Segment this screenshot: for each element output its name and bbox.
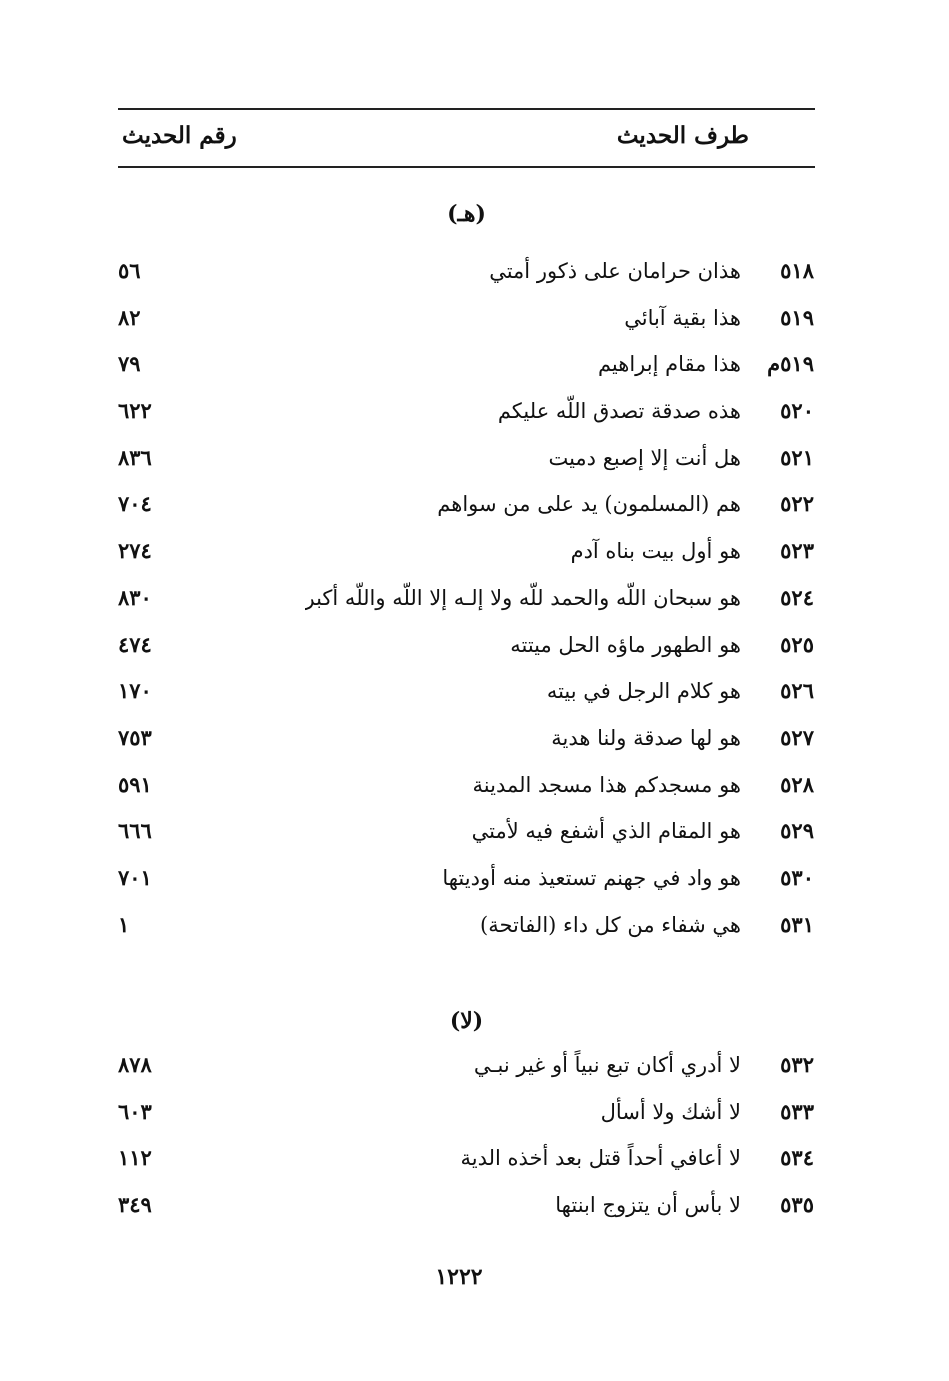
hadith-reference-number: ٧٥٣ <box>118 724 152 750</box>
entry-number: ٥٢٦ <box>780 678 814 704</box>
hadith-text: لا بأس أن يتزوج ابنتها <box>555 1193 741 1218</box>
index-row <box>0 528 949 575</box>
entry-number: ٥١٨ <box>780 258 814 283</box>
entry-number: ٥٢٠ <box>780 398 814 424</box>
hadith-text: لا أدري أكان تبع نبياً أو غير نبـي <box>473 1053 741 1077</box>
entry-number: ٥٢١ <box>780 444 814 470</box>
index-row <box>0 575 949 622</box>
entry-number: ٥٢٨ <box>780 771 814 797</box>
index-row <box>0 902 949 949</box>
hadith-reference-number: ٦٢٢ <box>118 398 152 424</box>
hadith-reference-number: ٤٧٤ <box>118 631 152 657</box>
hadith-reference-number: ٢٧٤ <box>118 538 152 564</box>
entry-number: ٥٣٠ <box>780 864 814 890</box>
column-header-hadith-text: طرف الحديث <box>616 122 749 149</box>
hadith-text: هل أنت إلا إصبع دميت <box>548 445 741 470</box>
hadith-text: هذان حرامان على ذكور أمتي <box>489 259 741 283</box>
section-title-ha: (هـ) <box>447 201 486 227</box>
index-row <box>0 715 949 762</box>
hadith-text: هو لها صدقة ولنا هدية <box>551 725 741 750</box>
hadith-reference-number: ٥٦ <box>118 258 141 283</box>
entry-number: ٥١٩ <box>780 304 814 330</box>
hadith-list-la <box>0 1042 949 1229</box>
hadith-list-ha <box>0 248 949 948</box>
header-bottom-rule <box>118 166 815 168</box>
index-row <box>0 248 949 295</box>
hadith-text: هذا بقية آبائي <box>624 305 741 330</box>
index-row <box>0 622 949 669</box>
hadith-text: هو مسجدكم هذا مسجد المدينة <box>472 772 741 797</box>
hadith-text: هم (المسلمون) يد على من سواهم <box>437 492 741 517</box>
hadith-text: هو واد في جهنم تستعيذ منه أوديتها <box>442 865 741 890</box>
hadith-reference-number: ٦٠٣ <box>118 1098 152 1124</box>
hadith-text: هو الطهور ماؤه الحل ميتته <box>510 632 741 657</box>
header-top-rule <box>118 108 815 110</box>
hadith-text: هذه صدقة تصدق اللّه عليكم <box>497 399 741 424</box>
hadith-reference-number: ٣٤٩ <box>118 1192 152 1218</box>
entry-number: ٥٣٥ <box>780 1192 814 1218</box>
hadith-reference-number: ١ <box>118 911 130 937</box>
section-title-la: (لا) <box>449 1008 484 1034</box>
index-row <box>0 388 949 435</box>
hadith-reference-number: ٧٠١ <box>118 864 152 890</box>
entry-number: ٥٢٧ <box>780 724 814 750</box>
hadith-reference-number: ٧٠٤ <box>118 491 152 517</box>
column-header-hadith-number: رقم الحديث <box>122 122 237 149</box>
hadith-reference-number: ٨٣٠ <box>118 584 152 610</box>
index-row <box>0 435 949 482</box>
index-row <box>0 1089 949 1136</box>
hadith-reference-number: ٨٣٦ <box>118 444 152 470</box>
index-row <box>0 808 949 855</box>
hadith-text: هي شفاء من كل داء (الفاتحة) <box>480 912 741 937</box>
entry-number: ٥٢٤ <box>780 584 814 610</box>
index-row <box>0 481 949 528</box>
entry-number: ٥٢٩ <box>780 818 814 844</box>
hadith-text: لا أشك ولا أسأل <box>600 1099 741 1124</box>
entry-number: ٥٣١ <box>780 911 814 937</box>
hadith-text: هو سبحان اللّه والحمد للّه ولا إلـه إلا اللّه واللّه أكبر <box>304 585 741 610</box>
index-row <box>0 1135 949 1182</box>
hadith-text: هو أول بيت بناه آدم <box>570 539 741 564</box>
hadith-text: لا أعافي أحداً قتل بعد أخذه الدية <box>460 1146 741 1171</box>
entry-number: ٥٣٣ <box>780 1098 814 1124</box>
index-row <box>0 1182 949 1229</box>
hadith-reference-number: ٦٦٦ <box>118 818 152 844</box>
entry-number: ٥١٩م <box>767 351 814 377</box>
hadith-text: هو المقام الذي أشفع فيه لأمتي <box>471 819 741 844</box>
index-row <box>0 668 949 715</box>
hadith-text: هو كلام الرجل في بيته <box>546 679 741 704</box>
index-row <box>0 341 949 388</box>
hadith-text: هذا مقام إبراهيم <box>597 352 741 377</box>
index-row <box>0 855 949 902</box>
hadith-reference-number: ٨٧٨ <box>118 1052 152 1077</box>
entry-number: ٥٣٤ <box>780 1145 814 1171</box>
entry-number: ٥٣٢ <box>780 1052 814 1077</box>
entry-number: ٥٢٣ <box>780 538 814 564</box>
hadith-reference-number: ١٧٠ <box>118 678 152 704</box>
page-number: ١٢٢٢ <box>435 1264 483 1290</box>
entry-number: ٥٢٢ <box>780 491 814 517</box>
hadith-reference-number: ٨٢ <box>118 304 141 330</box>
entry-number: ٥٢٥ <box>780 631 814 657</box>
hadith-reference-number: ٥٩١ <box>118 771 152 797</box>
index-row <box>0 762 949 809</box>
hadith-reference-number: ١١٢ <box>118 1145 152 1171</box>
index-row <box>0 295 949 342</box>
hadith-reference-number: ٧٩ <box>118 351 141 377</box>
index-row <box>0 1042 949 1089</box>
